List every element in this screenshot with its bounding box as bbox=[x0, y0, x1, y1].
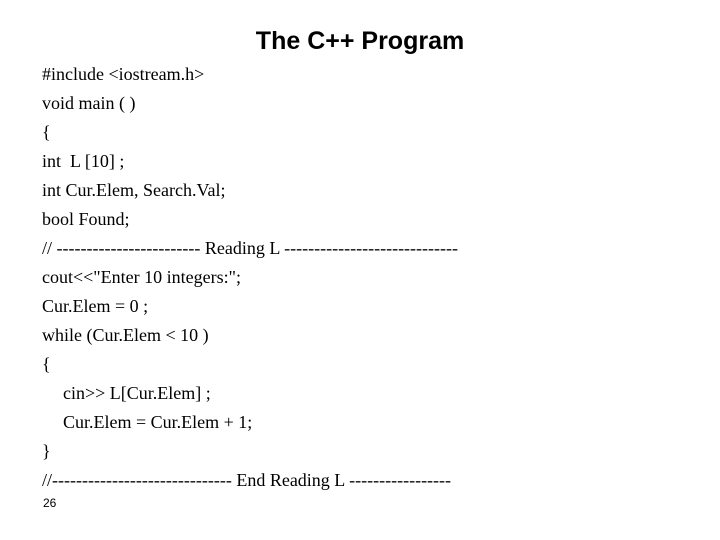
code-line-reading-comment: // ------------------------ Reading L ----------------------------- bbox=[42, 238, 459, 258]
code-line-int-decl: int Cur.Elem, Search.Val; bbox=[42, 180, 226, 200]
code-line-include: #include <iostream.h> bbox=[42, 64, 205, 84]
code-line-main: void main ( ) bbox=[42, 93, 136, 113]
code-line-open-brace: { bbox=[42, 122, 51, 142]
code-line-loop-close-brace: } bbox=[42, 441, 51, 461]
code-line-cin: cin>> L[Cur.Elem] ; bbox=[63, 383, 211, 403]
page-number: 26 bbox=[43, 496, 57, 510]
code-line-while: while (Cur.Elem < 10 ) bbox=[42, 325, 209, 345]
code-line-end-comment: //------------------------------ End Reading L ----------------- bbox=[42, 470, 452, 490]
code-line-bool-decl: bool Found; bbox=[42, 209, 130, 229]
code-line-init: Cur.Elem = 0 ; bbox=[42, 296, 149, 316]
code-line-array-decl: int L [10] ; bbox=[42, 151, 125, 171]
slide-title-text: The C++ Program bbox=[255, 27, 465, 55]
code-line-cout: cout<<"Enter 10 integers:"; bbox=[42, 267, 241, 287]
code-line-loop-open-brace: { bbox=[42, 354, 51, 374]
slide-title bbox=[0, 24, 720, 58]
code-block bbox=[42, 60, 458, 495]
code-line-increment: Cur.Elem = Cur.Elem + 1; bbox=[63, 412, 253, 432]
